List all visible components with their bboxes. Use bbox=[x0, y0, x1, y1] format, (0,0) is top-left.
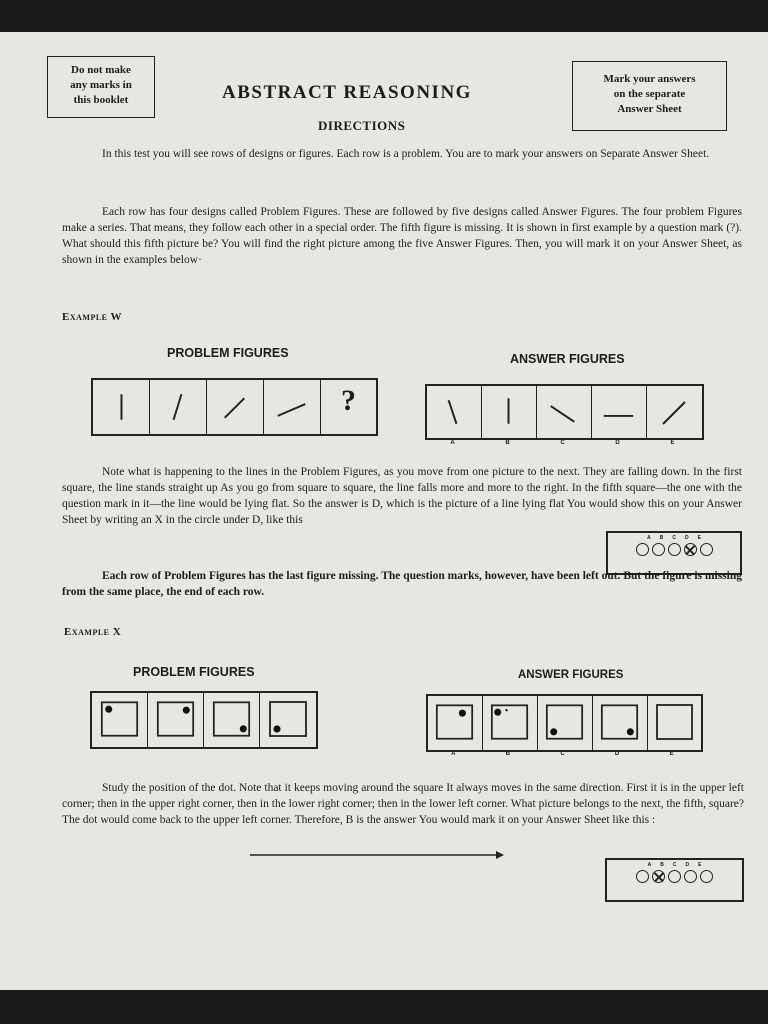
answer-circle bbox=[700, 543, 713, 556]
problem-figure bbox=[92, 693, 148, 747]
example-w-answer-letters bbox=[425, 440, 700, 446]
answer-letter: E bbox=[670, 440, 675, 446]
example-x-answer-sheet bbox=[605, 858, 744, 902]
answer-sheet-note bbox=[572, 61, 727, 131]
note-line: any marks in bbox=[70, 79, 132, 91]
example-x-explanation bbox=[62, 780, 744, 828]
example-w-answer-figures bbox=[425, 384, 704, 440]
example-x-text: Study the position of the dot. Note that it keeps moving around the square It always moves in the same direction. First it is in the upper left corner; then in the upper right corner, then in the lower right corner; then in the lower left corner. What picture belongs to the next, the fifth, square? The dot would come back to the upper left corner. Therefore, B is the answer You would mark it on your Answer Sheet like this : bbox=[62, 782, 744, 826]
directions-heading: DIRECTIONS bbox=[318, 118, 406, 133]
sheet-letter: A bbox=[647, 862, 652, 868]
answer-letter: D bbox=[614, 751, 620, 757]
page-title: ABSTRACT REASONING bbox=[222, 82, 472, 103]
sheet-letters bbox=[608, 535, 740, 541]
figures-paragraph bbox=[62, 204, 742, 268]
answer-letter: D bbox=[615, 440, 620, 446]
intro-text: In this test you will see rows of designs or figures. Each row is a problem. You are to mark your answers on Separate Answer Sheet. bbox=[102, 148, 710, 160]
note-line: on the separate bbox=[613, 88, 686, 100]
problem-figure bbox=[207, 380, 264, 434]
answer-figure bbox=[648, 696, 701, 750]
answer-figure bbox=[427, 386, 482, 438]
answer-circle bbox=[636, 543, 649, 556]
example-x-label: Example X bbox=[64, 626, 122, 638]
answer-circle bbox=[700, 870, 713, 883]
answer-letter: E bbox=[669, 751, 674, 757]
sheet-letter: B bbox=[659, 535, 664, 541]
answer-figure bbox=[483, 696, 538, 750]
no-marks-note bbox=[47, 56, 155, 118]
answer-letter: A bbox=[450, 440, 455, 446]
sheet-letter: D bbox=[685, 862, 690, 868]
answer-circle bbox=[636, 870, 649, 883]
answer-figure bbox=[538, 696, 593, 750]
note-line: Do not make bbox=[71, 64, 131, 76]
problem-figure bbox=[264, 380, 321, 434]
example-x-answer-letters bbox=[426, 751, 699, 757]
figures-text: Each row has four designs called Problem Figures. These are followed by five designs called Answer Figures. The four problem Figures make a series. That means, they follow each other in a special order. The fifth figure is missing. It is shown in first example by a question mark (?). What should this fifth picture be? You will find the right picture among the five Answer Figures. Then, you will mark it on your Answer Sheet, as shown in the examples below· bbox=[62, 206, 742, 266]
marked-answer-circle bbox=[684, 543, 697, 556]
answer-letter: B bbox=[505, 751, 511, 757]
sheet-letter: C bbox=[672, 535, 676, 541]
intro-paragraph bbox=[62, 146, 742, 162]
missing-figure bbox=[321, 380, 376, 434]
answer-letter: C bbox=[560, 440, 565, 446]
problem-figure bbox=[204, 693, 260, 747]
page bbox=[0, 32, 768, 990]
sheet-letter: C bbox=[672, 862, 677, 868]
example-w-answer-heading: ANSWER FIGURES bbox=[510, 352, 625, 366]
problem-figure bbox=[148, 693, 204, 747]
sheet-circles bbox=[608, 543, 740, 556]
sheet-letters bbox=[607, 862, 742, 868]
note-line: Mark your answers bbox=[603, 73, 696, 85]
marked-answer-circle bbox=[652, 870, 665, 883]
example-x-problem-figures bbox=[90, 691, 318, 749]
answer-circle bbox=[668, 870, 681, 883]
problem-figure bbox=[260, 693, 316, 747]
missing-figure-note bbox=[62, 568, 742, 600]
missing-figure-text: Each row of Problem Figures has the last figure missing. The question marks, however, have been left out. But the figure is missing from the same place, the end of each row. bbox=[62, 570, 742, 598]
answer-letter: C bbox=[560, 751, 565, 757]
answer-circle bbox=[684, 870, 697, 883]
answer-letter: A bbox=[451, 751, 456, 757]
example-x-answer-figures bbox=[426, 694, 703, 752]
sheet-circles bbox=[607, 870, 742, 883]
sheet-letter: E bbox=[697, 535, 701, 541]
sheet-letter: E bbox=[698, 862, 702, 868]
example-w-explanation bbox=[62, 464, 742, 528]
example-x-answer-heading: ANSWER FIGURES bbox=[518, 669, 624, 681]
answer-circle bbox=[652, 543, 665, 556]
example-x-problem-heading: PROBLEM FIGURES bbox=[133, 665, 255, 679]
sheet-letter: D bbox=[684, 535, 689, 541]
sheet-letter: A bbox=[647, 535, 651, 541]
answer-figure bbox=[647, 386, 702, 438]
sheet-letter: B bbox=[660, 862, 664, 868]
answer-figure bbox=[593, 696, 648, 750]
question-mark: ? bbox=[341, 384, 356, 417]
answer-figure bbox=[428, 696, 483, 750]
answer-circle bbox=[668, 543, 681, 556]
answer-figure bbox=[537, 386, 592, 438]
example-w-problem-heading: PROBLEM FIGURES bbox=[167, 346, 289, 360]
answer-figure bbox=[592, 386, 647, 438]
note-line: Answer Sheet bbox=[617, 103, 682, 115]
example-w-problem-figures bbox=[91, 378, 378, 436]
note-line: this booklet bbox=[73, 94, 129, 106]
problem-figure bbox=[93, 380, 150, 434]
example-w-text: Note what is happening to the lines in the Problem Figures, as you move from one picture to the next. They are falling down. In the first square, the line stands straight up As you go from square to square, the line falls more and more to the right. In the fifth square—the one with the question mark in it—the line would be lying flat. So the answer is D, which is the picture of a line lying flat You would show this on your Answer Sheet by writing an X in the circle under D, like this bbox=[62, 466, 742, 526]
problem-figure bbox=[150, 380, 207, 434]
answer-figure bbox=[482, 386, 537, 438]
example-w-label: Example W bbox=[62, 311, 123, 323]
arrow-icon bbox=[250, 850, 505, 860]
answer-letter: B bbox=[505, 440, 510, 446]
